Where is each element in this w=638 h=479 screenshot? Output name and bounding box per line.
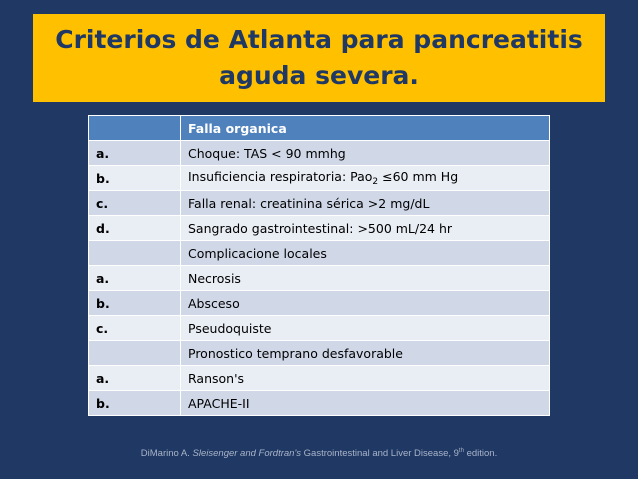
- row-text: APACHE-II: [181, 391, 550, 416]
- row-label: b.: [89, 391, 181, 416]
- citation-edition-sup: th: [458, 448, 464, 454]
- row-text-before: Insuficiencia respiratoria: Pao: [188, 169, 373, 184]
- row-text: Choque: TAS < 90 mmhg: [181, 141, 550, 166]
- row-text: Absceso: [181, 291, 550, 316]
- table-row: [89, 291, 550, 316]
- row-text-after: ≤60 mm Hg: [378, 169, 459, 184]
- row-text: Falla renal: creatinina sérica >2 mg/dL: [181, 191, 550, 216]
- table-row: [89, 241, 550, 266]
- table-row: [89, 391, 550, 416]
- row-label: a.: [89, 266, 181, 291]
- row-text: Ranson's: [181, 366, 550, 391]
- row-label: c.: [89, 191, 181, 216]
- citation-author: DiMarino A.: [140, 448, 193, 460]
- row-label: d.: [89, 216, 181, 241]
- table-header-label-cell: [89, 116, 181, 141]
- table-header-cell: Falla organica: [181, 116, 550, 141]
- row-label: a.: [89, 141, 181, 166]
- citation-book: Sleisenger and Fordtran's: [192, 448, 302, 460]
- section-heading: Complicacione locales: [181, 241, 550, 266]
- table-header-row: [89, 116, 550, 141]
- criteria-table: [88, 115, 550, 416]
- citation-end: edition.: [463, 448, 498, 460]
- table-row: [89, 316, 550, 341]
- row-text: Necrosis: [181, 266, 550, 291]
- row-label: b.: [89, 166, 181, 191]
- row-text-subscript: 2: [372, 177, 379, 187]
- table-row: [89, 341, 550, 366]
- table-row: [89, 266, 550, 291]
- row-text: [181, 166, 550, 191]
- slide-title-line-2: aguda severa.: [219, 61, 419, 90]
- slide-title-box: [33, 14, 605, 102]
- section-heading: Pronostico temprano desfavorable: [181, 341, 550, 366]
- slide-title-line-1: Criterios de Atlanta para pancreatitis: [55, 25, 583, 54]
- table-row: [89, 141, 550, 166]
- row-label: c.: [89, 316, 181, 341]
- table-row: [89, 216, 550, 241]
- table-row: [89, 366, 550, 391]
- citation-rest: Gastrointestinal and Liver Disease, 9: [301, 448, 459, 460]
- row-label: [89, 241, 181, 266]
- row-label: b.: [89, 291, 181, 316]
- citation: [0, 448, 638, 459]
- row-label: a.: [89, 366, 181, 391]
- row-label: [89, 341, 181, 366]
- row-text: Pseudoquiste: [181, 316, 550, 341]
- row-text: Sangrado gastrointestinal: >500 mL/24 hr: [181, 216, 550, 241]
- table-row: [89, 191, 550, 216]
- table-row: [89, 166, 550, 191]
